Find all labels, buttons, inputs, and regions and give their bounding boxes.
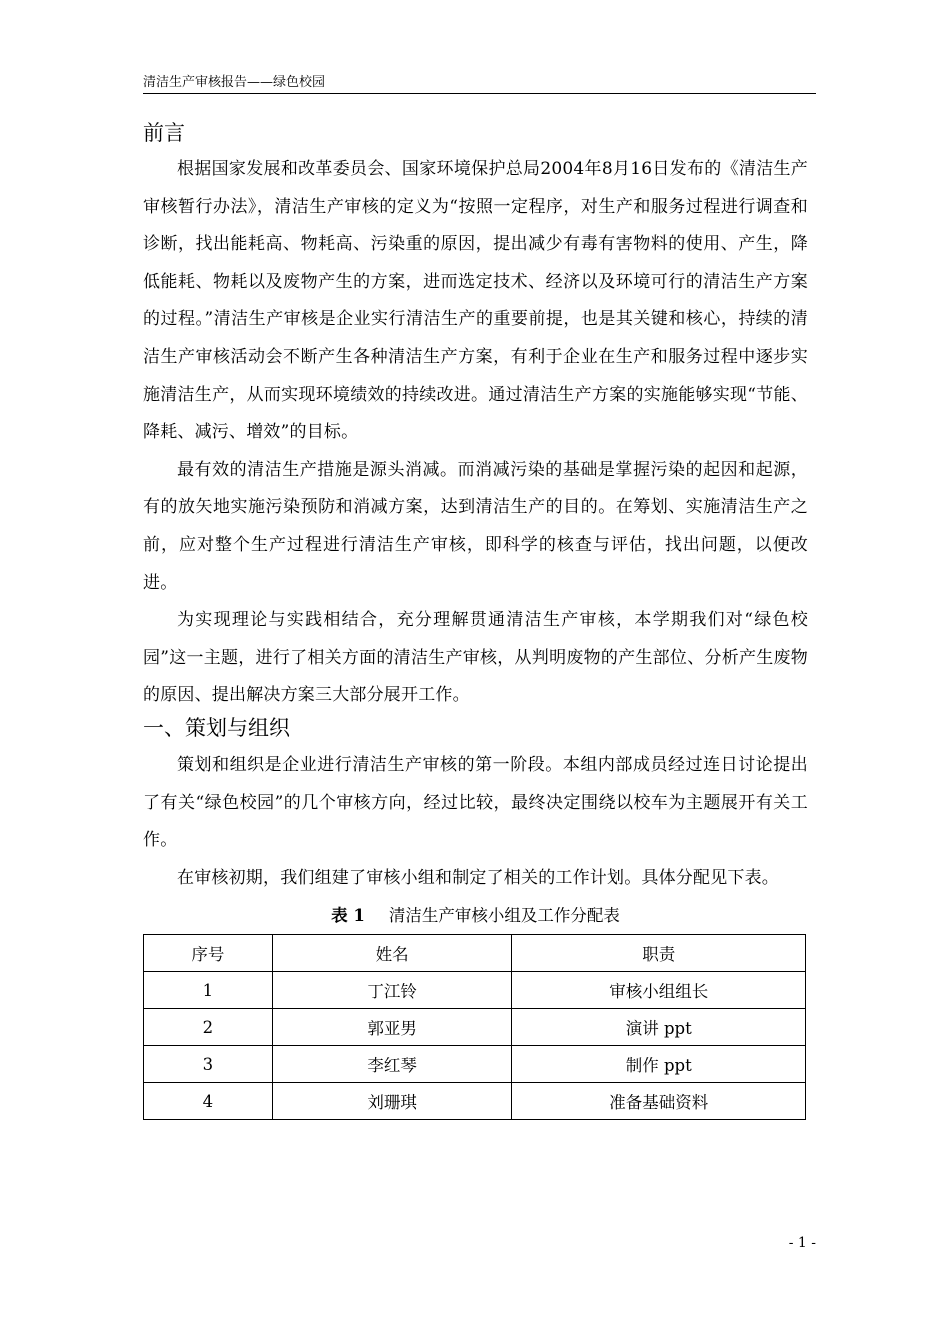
page-number: - 1 - (788, 1235, 816, 1251)
cell-duty: 审核小组组长 (512, 972, 806, 1009)
table-row (144, 1083, 806, 1120)
table-caption-text: 清洁生产审核小组及工作分配表 (388, 906, 620, 926)
planning-paragraph: 策划和组织是企业进行清洁生产审核的第一阶段。本组内部成员经过连日讨论提出了有关“绿色校园”的几个审核方向，经过比较，最终决定围绕以校车为主题展开有关工作。 (143, 754, 808, 851)
preface-heading: 前言 (143, 121, 185, 145)
cell-name: 李红琴 (272, 1046, 512, 1083)
cell-duty: 制作 ppt (512, 1046, 806, 1083)
cell-name: 丁江铃 (272, 972, 512, 1009)
table-header-row (144, 935, 806, 972)
column-header-duty: 职责 (512, 935, 806, 972)
table-row (144, 1009, 806, 1046)
table-caption-number: 表 1 (331, 906, 365, 926)
cell-name: 刘珊琪 (272, 1083, 512, 1120)
table-caption (143, 901, 808, 931)
preface-paragraph: 最有效的清洁生产措施是源头消减。而消减污染的基础是掌握污染的起因和起源，有的放矢地实施污染预防和消减方案，达到清洁生产的目的。在筹划、实施清洁生产之前，应对整个生产过程进行清洁生产审核，即科学的核查与评估，找出问题，以便改进。 (143, 459, 808, 593)
table-row (144, 1046, 806, 1083)
planning-paragraph: 在审核初期，我们组建了审核小组和制定了相关的工作计划。具体分配见下表。 (177, 867, 779, 888)
cell-index: 2 (144, 1009, 273, 1046)
running-header: 清洁生产审核报告——绿色校园 (143, 75, 816, 94)
column-header-name: 姓名 (272, 935, 512, 972)
table-row (144, 972, 806, 1009)
cell-index: 3 (144, 1046, 273, 1083)
cell-index: 1 (144, 972, 273, 1009)
preface-paragraph: 根据国家发展和改革委员会、国家环境保护总局2004年8月16日发布的《清洁生产审核暂行办法》，清洁生产审核的定义为“按照一定程序，对生产和服务过程进行调查和诊断，找出能耗高、物耗高、污染重的原因，提出减少有毒有害物料的使用、产生，降低能耗、物耗以及废物产生的方案，进而选定技术、经济以及环境可行的清洁生产方案的过程。”清洁生产审核是企业实行清洁生产的重要前提，也是其关键和核心，持续的清洁生产审核活动会不断产生各种清洁生产方案，有利于企业在生产和服务过程中逐步实施清洁生产，从而实现环境绩效的持续改进。通过清洁生产方案的实施能够实现“节能、降耗、减污、增效”的目标。 (143, 159, 808, 443)
preface-paragraph: 为实现理论与实践相结合，充分理解贯通清洁生产审核，本学期我们对“绿色校园”这一主题，进行了相关方面的清洁生产审核，从判明废物的产生部位、分析产生废物的原因、提出解决方案三大部分展开工作。 (143, 610, 808, 706)
team-assignment-table (143, 934, 806, 1120)
planning-heading: 一、策划与组织 (143, 715, 290, 740)
page-body (143, 112, 808, 1120)
column-header-index: 序号 (144, 935, 273, 972)
cell-duty: 演讲 ppt (512, 1009, 806, 1046)
cell-name: 郭亚男 (272, 1009, 512, 1046)
cell-index: 4 (144, 1083, 273, 1120)
cell-duty: 准备基础资料 (512, 1083, 806, 1120)
